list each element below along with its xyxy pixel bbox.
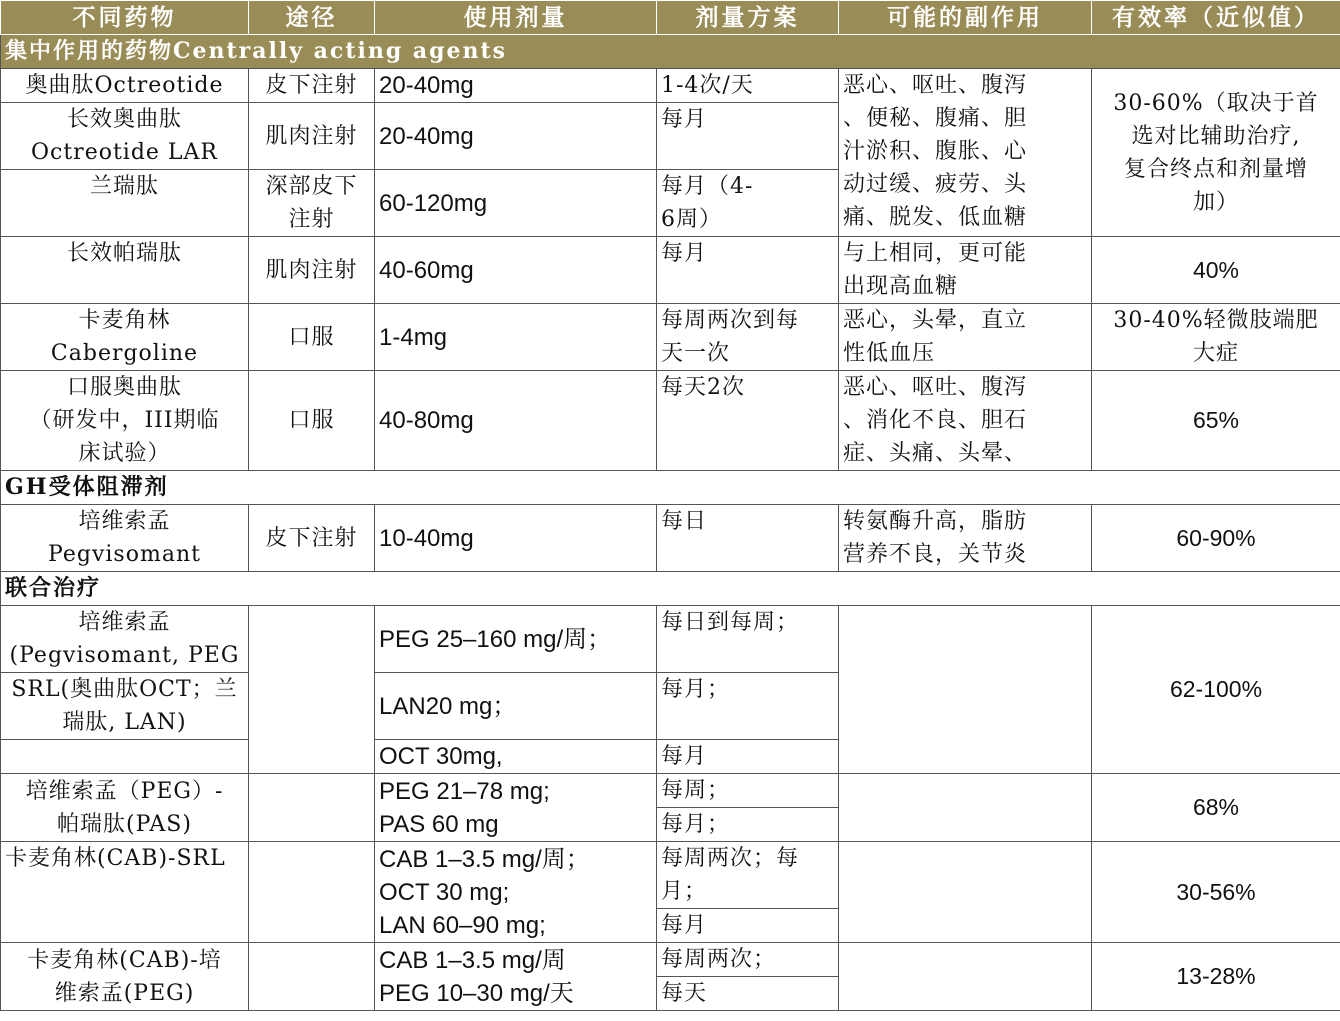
drug-combo-peg-srl-line: (Pegvisomant, PEG	[9, 643, 240, 668]
schedule-combo-peg-pas-1: 每周；	[657, 774, 839, 808]
side-effects-oral-octreotide	[839, 371, 1092, 471]
side-effects-cabergoline-line: 恶心，头晕，直立	[843, 308, 1028, 333]
side-effects-combo-peg-srl	[839, 606, 1092, 774]
drug-combo-cab-peg-line: 维索孟(PEG)	[54, 980, 195, 1006]
dose-combo-cab-peg-line: CAB 1–3.5 mg/周	[379, 946, 566, 974]
route-combo-peg-srl	[249, 606, 375, 774]
drug-combo-cab-peg-line: 卡麦角林(CAB)-培	[27, 947, 222, 973]
dose-combo-peg-pas-line: PAS 60 mg	[379, 810, 499, 838]
header-dose: 使用剂量	[375, 1, 657, 35]
table-row-octreotide	[1, 69, 1340, 103]
drug-octreotide-lar-en: Octreotide LAR	[30, 140, 218, 165]
header-side-effects: 可能的副作用	[839, 1, 1092, 35]
drug-combo-peg-pas-line: 帕瑞肽(PAS)	[57, 811, 192, 837]
side-effects-pasireotide-line: 出现高血糖	[843, 274, 959, 299]
dose-pegvisomant: 10-40mg	[375, 505, 657, 572]
side-effects-pasireotide-line: 与上相同，更可能	[843, 241, 1028, 266]
route-combo-cab-srl	[249, 842, 375, 943]
schedule-combo-peg-pas-2: 每月；	[657, 808, 839, 842]
drug-octreotide-lar-cn: 长效奥曲肽	[66, 107, 182, 132]
side-effects-srl-line: 痛、脱发、低血糖	[843, 205, 1028, 230]
drug-lanreotide: 兰瑞肽	[1, 170, 249, 237]
dose-octreotide-lar: 20-40mg	[375, 103, 657, 170]
schedule-lanreotide-line: 6周）	[661, 207, 722, 232]
dose-combo-cab-peg-line: PEG 10–30 mg/天	[379, 979, 574, 1007]
section-combo-label: 联合治疗	[1, 572, 1340, 606]
drug-combo-peg-srl-empty	[1, 740, 249, 774]
side-effects-cabergoline-line: 性低血压	[843, 341, 936, 366]
dose-pasireotide: 40-60mg	[375, 237, 657, 304]
side-effects-pegvisomant	[839, 505, 1092, 572]
schedule-octreotide: 1-4次/天	[657, 69, 839, 103]
side-effects-combo-cab-peg	[839, 943, 1092, 1011]
efficacy-combo-peg-srl: 62-100%	[1092, 606, 1340, 774]
efficacy-srl-line: 加）	[1192, 189, 1239, 215]
schedule-lanreotide	[657, 170, 839, 237]
side-effects-pegvisomant-line: 营养不良，关节炎	[843, 542, 1028, 567]
route-octreotide-lar: 肌肉注射	[249, 103, 375, 170]
drug-octreotide-lar	[1, 103, 249, 170]
dose-combo-peg-srl-3: OCT 30mg,	[375, 740, 657, 774]
schedule-combo-peg-srl-3: 每月	[657, 740, 839, 774]
side-effects-srl-line: 汁淤积、腹胀、心	[843, 139, 1028, 164]
dose-combo-peg-pas-line: PEG 21–78 mg;	[379, 777, 550, 805]
table-row-combo-cab-peg	[1, 943, 1340, 977]
schedule-oral-octreotide: 每天2次	[657, 371, 839, 471]
efficacy-oral-octreotide: 65%	[1092, 371, 1340, 471]
schedule-pasireotide: 每月	[657, 237, 839, 304]
side-effects-pegvisomant-line: 转氨酶升高，脂肪	[843, 509, 1028, 534]
schedule-cabergoline-line: 每周两次到每	[661, 308, 800, 333]
drug-cabergoline-cn: 卡麦角林	[78, 308, 171, 333]
side-effects-srl-line: 动过缓、疲劳、头	[843, 172, 1028, 197]
dose-combo-peg-srl-1: PEG 25–160 mg/周；	[375, 606, 657, 673]
drug-combo-peg-pas-line: 培维索孟（PEG）-	[25, 778, 224, 804]
drug-cabergoline	[1, 304, 249, 371]
schedule-combo-cab-peg-1: 每周两次；	[657, 943, 839, 977]
schedule-pegvisomant: 每日	[657, 505, 839, 572]
side-effects-pasireotide	[839, 237, 1092, 304]
table-row-combo-peg-pas	[1, 774, 1340, 808]
route-lanreotide-line: 深部皮下	[265, 174, 358, 199]
route-lanreotide	[249, 170, 375, 237]
efficacy-cabergoline-line: 30-40%轻微肢端肥	[1113, 308, 1319, 333]
section-gh-label: GH受体阻滞剂	[1, 471, 1340, 505]
drug-combo-peg-srl-line: SRL(奥曲肽OCT；兰	[11, 677, 238, 702]
drug-pegvisomant-cn: 培维索孟	[78, 509, 171, 534]
dose-combo-peg-pas	[375, 774, 657, 842]
side-effects-oral-octreotide-line: 恶心、呕吐、腹泻	[843, 375, 1028, 400]
dose-oral-octreotide: 40-80mg	[375, 371, 657, 471]
header-efficacy: 有效率（近似值）	[1092, 1, 1340, 35]
route-combo-cab-peg	[249, 943, 375, 1011]
route-cabergoline: 口服	[249, 304, 375, 371]
side-effects-combo-peg-pas	[839, 774, 1092, 842]
route-lanreotide-line: 注射	[288, 207, 335, 232]
drug-oral-octreotide	[1, 371, 249, 471]
schedule-combo-cab-srl-2: 每月	[657, 909, 839, 943]
dose-combo-cab-srl-line: CAB 1–3.5 mg/周；	[379, 845, 590, 873]
header-schedule: 剂量方案	[657, 1, 839, 35]
efficacy-srl	[1092, 69, 1340, 237]
header-route: 途径	[249, 1, 375, 35]
efficacy-pasireotide: 40%	[1092, 237, 1340, 304]
schedule-combo-cab-srl-1	[657, 842, 839, 909]
efficacy-combo-peg-pas: 68%	[1092, 774, 1340, 842]
side-effects-oral-octreotide-line: 症、头痛、头晕、	[843, 441, 1028, 466]
dose-octreotide: 20-40mg	[375, 69, 657, 103]
section-central-label: 集中作用的药物Centrally acting agents	[1, 35, 1340, 69]
section-central	[1, 35, 1340, 69]
efficacy-srl-line: 复合终点和剂量增	[1123, 156, 1308, 182]
dose-combo-cab-srl	[375, 842, 657, 943]
header-drug: 不同药物	[1, 1, 249, 35]
drug-pasireotide: 长效帕瑞肽	[1, 237, 249, 304]
schedule-combo-peg-srl-1: 每日到每周；	[657, 606, 839, 673]
dose-combo-peg-srl-2: LAN20 mg；	[375, 673, 657, 740]
schedule-cabergoline-line: 天一次	[661, 341, 731, 366]
route-pegvisomant: 皮下注射	[249, 505, 375, 572]
drug-combo-cab-peg	[1, 943, 249, 1011]
schedule-combo-cab-srl-line: 每周两次；每	[661, 846, 800, 871]
schedule-lanreotide-line: 每月（4-	[661, 174, 754, 199]
drug-combo-peg-pas	[1, 774, 249, 842]
section-combo	[1, 572, 1340, 606]
dose-cabergoline: 1-4mg	[375, 304, 657, 371]
side-effects-srl-line: 恶心、呕吐、腹泻	[843, 73, 1028, 98]
drug-pegvisomant	[1, 505, 249, 572]
efficacy-srl-line: 选对比辅助治疗,	[1131, 123, 1301, 149]
efficacy-cabergoline-line: 大症	[1192, 341, 1239, 366]
side-effects-cabergoline	[839, 304, 1092, 371]
route-octreotide: 皮下注射	[249, 69, 375, 103]
drug-combo-peg-srl-line: 瑞肽, LAN)	[62, 710, 187, 735]
drug-combo-peg-srl-a	[1, 606, 249, 673]
schedule-combo-cab-srl-line: 月；	[661, 879, 708, 904]
drug-octreotide: 奥曲肽Octreotide	[1, 69, 249, 103]
schedule-combo-peg-srl-2: 每月；	[657, 673, 839, 740]
route-combo-peg-pas	[249, 774, 375, 842]
efficacy-combo-cab-peg: 13-28%	[1092, 943, 1340, 1011]
drug-combo-cab-srl: 卡麦角林(CAB)-SRL	[1, 842, 249, 943]
side-effects-srl-line: 、便秘、腹痛、胆	[843, 106, 1028, 131]
dose-lanreotide: 60-120mg	[375, 170, 657, 237]
drug-combo-peg-srl-line: 培维索孟	[78, 610, 171, 635]
drug-oral-octreotide-line: （研发中，III期临	[29, 408, 220, 433]
side-effects-srl	[839, 69, 1092, 237]
section-gh	[1, 471, 1340, 505]
efficacy-pegvisomant: 60-90%	[1092, 505, 1340, 572]
dose-combo-cab-srl-line: OCT 30 mg;	[379, 878, 510, 906]
dose-combo-cab-peg	[375, 943, 657, 1011]
header-row	[1, 1, 1340, 35]
side-effects-combo-cab-srl	[839, 842, 1092, 943]
drug-oral-octreotide-line: 床试验）	[78, 441, 171, 466]
dose-combo-cab-srl-line: LAN 60–90 mg;	[379, 911, 546, 939]
efficacy-srl-line: 30-60%（取决于首	[1113, 90, 1319, 116]
schedule-cabergoline	[657, 304, 839, 371]
efficacy-combo-cab-srl: 30-56%	[1092, 842, 1340, 943]
side-effects-oral-octreotide-line: 、消化不良、胆石	[843, 408, 1028, 433]
drug-cabergoline-en: Cabergoline	[50, 341, 199, 366]
route-oral-octreotide: 口服	[249, 371, 375, 471]
schedule-combo-cab-peg-2: 每天	[657, 977, 839, 1011]
efficacy-cabergoline	[1092, 304, 1340, 371]
drug-oral-octreotide-line: 口服奥曲肽	[66, 375, 182, 400]
drug-pegvisomant-en: Pegvisomant	[48, 542, 201, 567]
schedule-octreotide-lar: 每月	[657, 103, 839, 170]
route-pasireotide: 肌肉注射	[249, 237, 375, 304]
drug-combo-peg-srl-b	[1, 673, 249, 740]
